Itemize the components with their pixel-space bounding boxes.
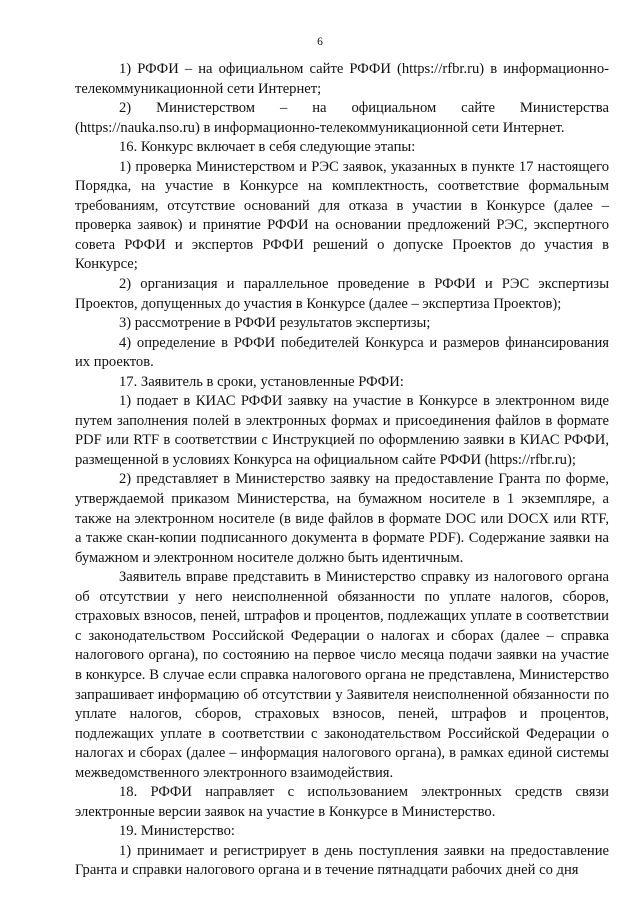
paragraph-16-3-review: 3) рассмотрение в РФФИ результатов экспертизы;	[119, 315, 431, 332]
page-number: 6	[317, 36, 323, 48]
paragraph-18: 18. РФФИ направляет с использованием электронных средств связи электронные версии заявок на участие в Конкурсе в Министерство.	[75, 784, 609, 820]
document-body	[75, 60, 609, 881]
paragraph-15-1-rffi-site: 1) РФФИ – на официальном сайте РФФИ (https://rfbr.ru) в информационно-телекоммуникационной сети Интернет;	[75, 61, 609, 97]
paragraph-tax-certificate: Заявитель вправе представить в Министерство справку из налогового органа об отсутствии у него неисполненной обязанности по уплате налогов, сборов, страховых взносов, пеней, штрафов и процентов, подлежащих уплате в соответствии с законодательством Российской Федерации о налогах и сборах (далее – справка налогового органа), по состоянию на первое число месяца подачи заявки на участие в конкурсе. В случае если справка налогового органа не представлена, Министерство запрашивает информацию об отсутствии у Заявителя неисполненной обязанности по уплате налогов, сборов, страховых взносов, пеней, штрафов и процентов, подлежащих уплате в соответствии с законодательством Российской Федерации о налогах и сборах (далее – информация налогового органа), в рамках единой системы межведомственного электронного взаимодействия.	[75, 569, 609, 781]
paragraph-19-1-registration: 1) принимает и регистрирует в день поступления заявки на предоставление Гранта и справки налогового органа и в течение пятнадцати рабочих дней со дня	[75, 842, 609, 879]
paragraph-17-1-kias-submission: 1) подает в КИАС РФФИ заявку на участие в Конкурсе в электронном виде путем заполнения полей в электронных формах и присоединения файлов в формате PDF или RTF в соответствии с Инструкцией по оформлению заявки в КИАС РФФИ, размещенной в условиях Конкурса на официальном сайте РФФИ (https://rfbr.ru);	[75, 393, 609, 468]
paragraph-17-heading: 17. Заявитель в сроки, установленные РФФИ:	[119, 373, 404, 390]
paragraph-16-2-expertise: 2) организация и параллельное проведение в РФФИ и РЭС экспертизы Проектов, допущенных до участия в Конкурсе (далее – экспертиза Проектов);	[75, 276, 609, 312]
paragraph-16-4-winners: 4) определение в РФФИ победителей Конкурса и размеров финансирования их проектов.	[75, 334, 609, 371]
paragraph-15-2-ministry-site: 2) Министерством – на официальном сайте Министерства (https://nauka.nso.ru) в информационно-телекоммуникационной сети Интернет.	[75, 100, 609, 136]
paragraph-17-2-ministry-submission: 2) представляет в Министерство заявку на предоставление Гранта по форме, утверждаемой приказом Министерства, на бумажном носителе в 1 экземпляре, а также на электронном носителе (в виде файлов в формате DOC или DOCX или RTF, а также скан-копии подписанного документа в формате PDF). Содержание заявки на бумажном и электронном носителе должно быть идентичным.	[75, 471, 609, 566]
paragraph-16-heading: 16. Конкурс включает в себя следующие этапы:	[119, 139, 416, 156]
paragraph-16-1-application-check: 1) проверка Министерством и РЭС заявок, указанных в пункте 17 настоящего Порядка, на участие в Конкурсе на комплектность, соответствие формальным требованиям, отсутствие оснований для отказа в участии в Конкурсе (далее – проверка заявок) и принятие РФФИ на основании предложений РЭС, экспертного совета РФФИ и экспертов РФФИ решений о допуске Проектов до участия в Конкурсе;	[75, 158, 609, 273]
paragraph-19-heading: 19. Министерство:	[119, 823, 235, 840]
